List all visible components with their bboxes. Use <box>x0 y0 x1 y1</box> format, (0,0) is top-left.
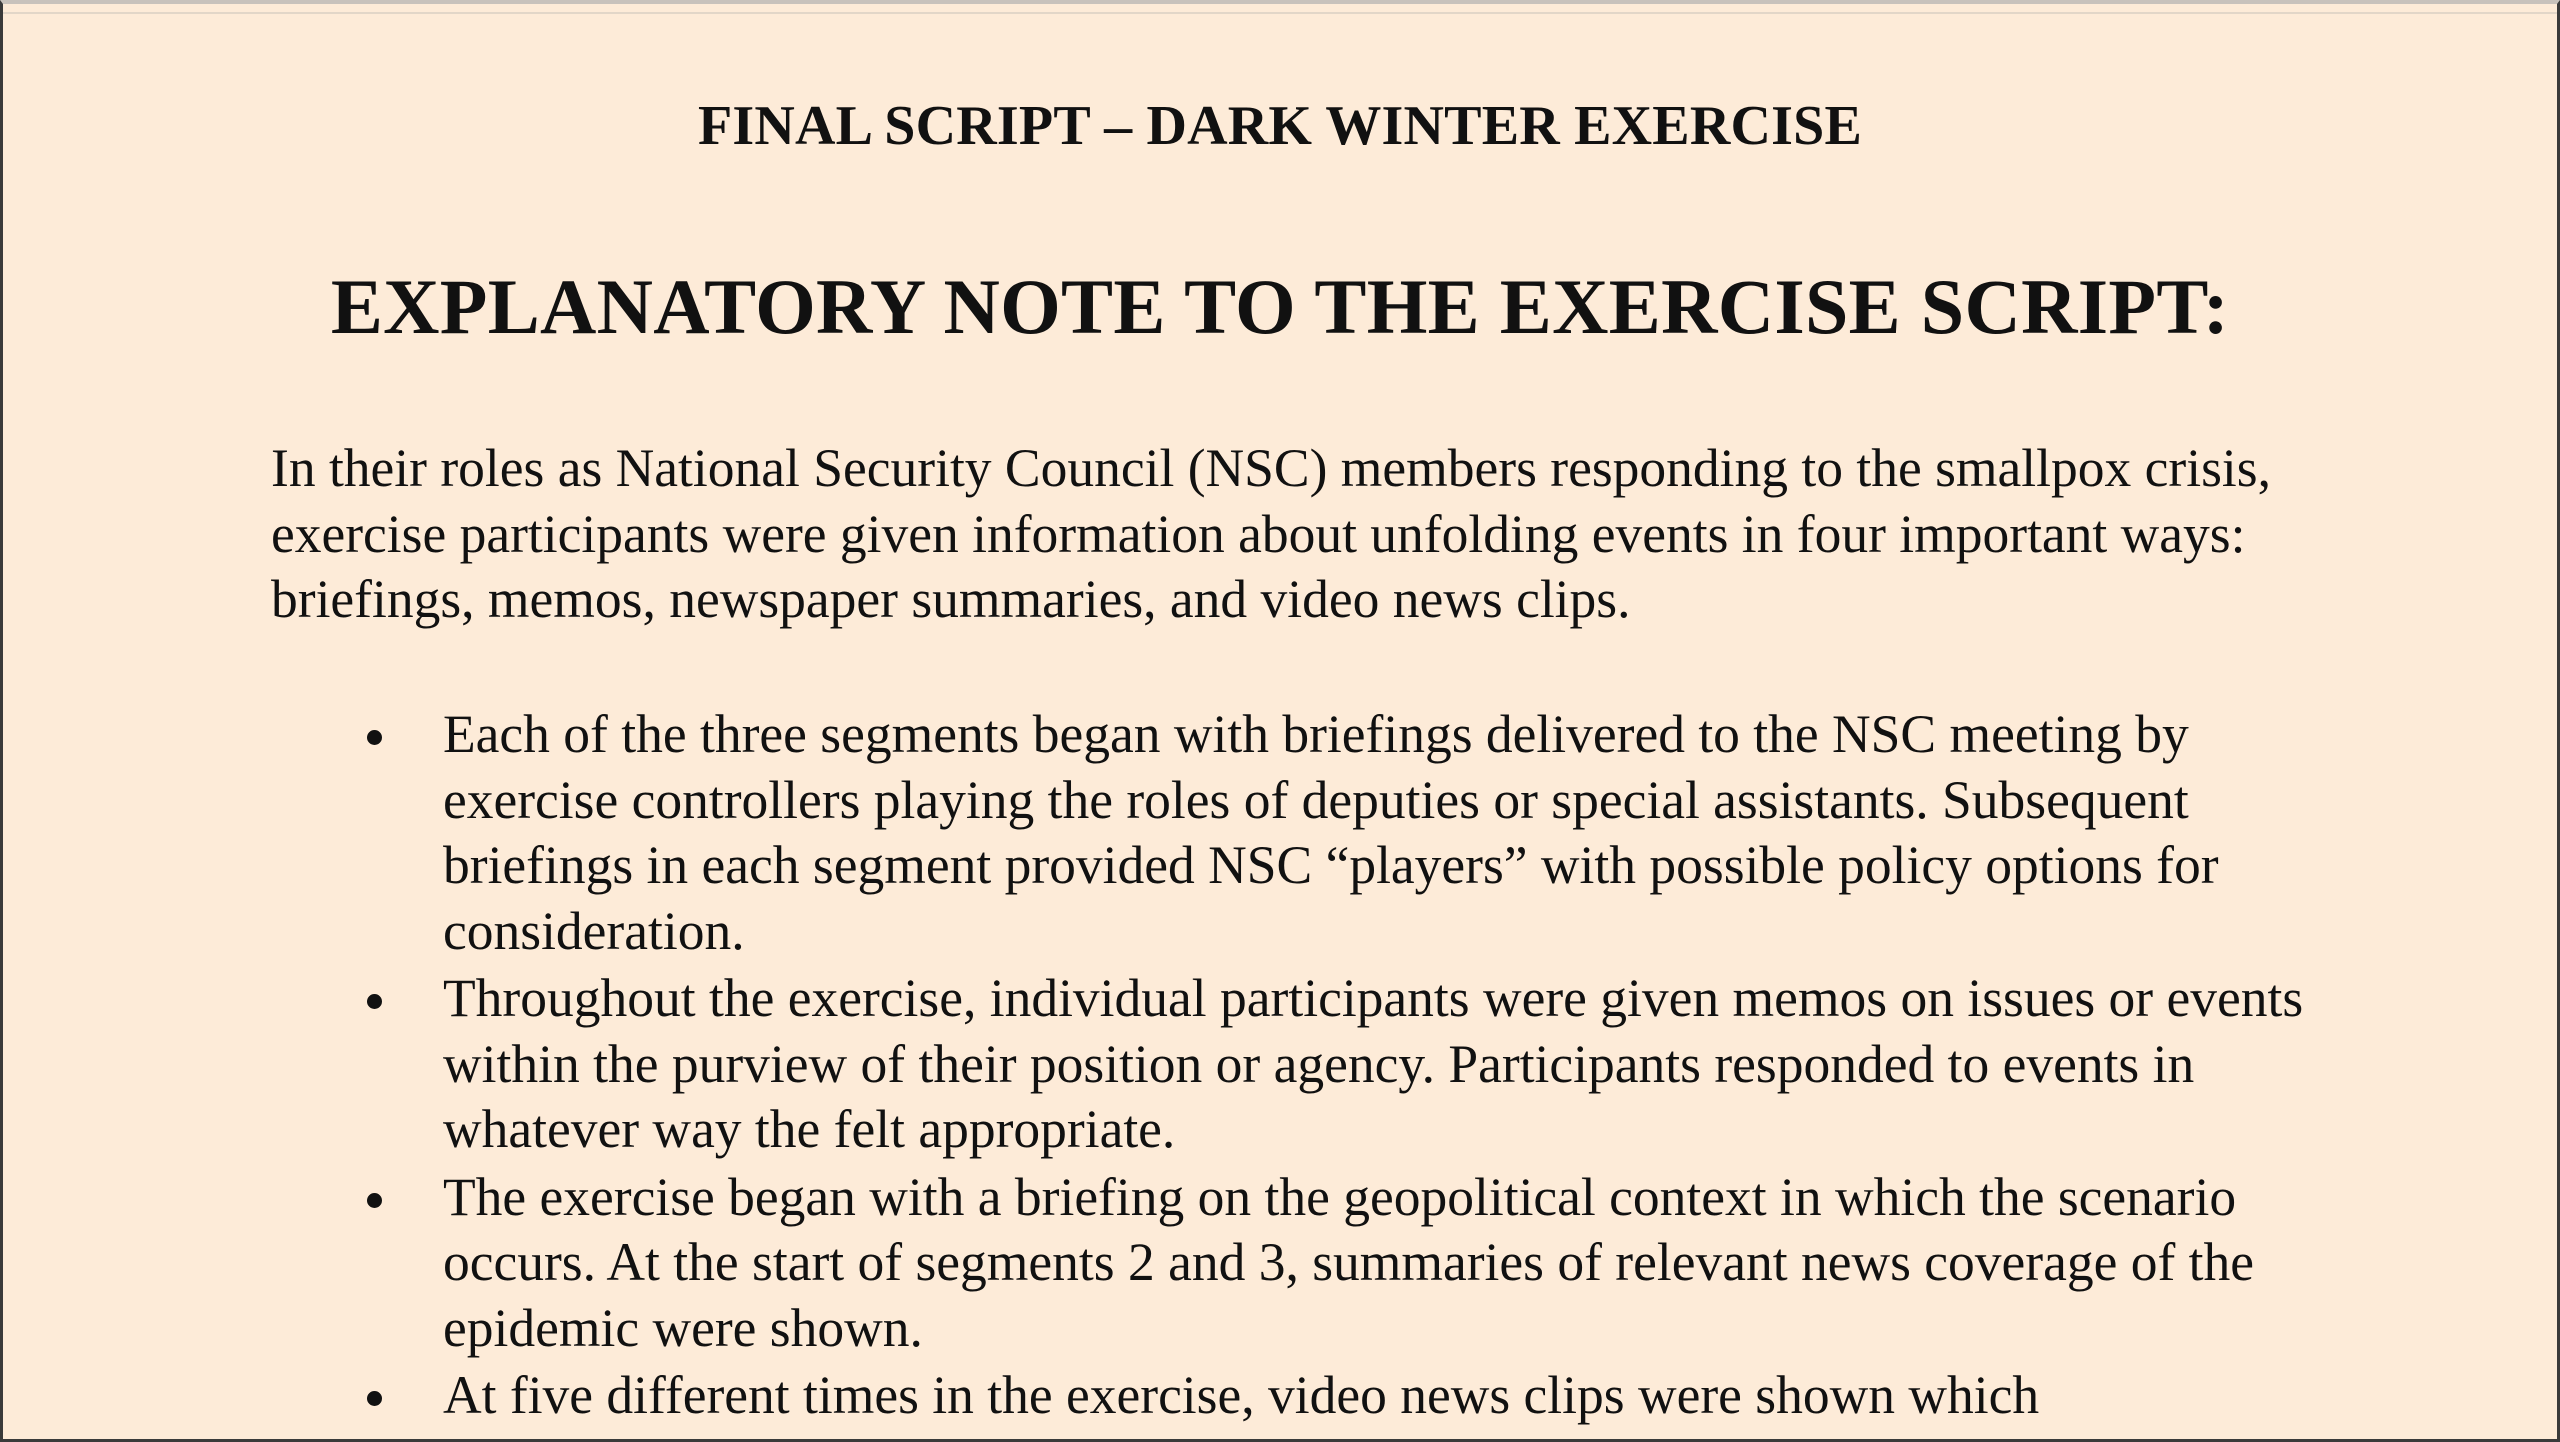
page-top-rule <box>3 12 2557 14</box>
bullet-dot-icon <box>367 730 382 745</box>
bullet-text: Each of the three segments began with briefings delivered to the NSC meeting by exercise controllers playing the roles of deputies or special assistants. Subsequent briefings in each segment provided NSC “players” with possible policy options for consideration. <box>443 704 2219 961</box>
bullet-item-briefings <box>273 702 2333 964</box>
bullet-item-memos <box>273 966 2333 1163</box>
document-header: FINAL SCRIPT – DARK WINTER EXERCISE <box>697 95 1863 157</box>
bullet-dot-icon <box>367 994 382 1009</box>
bullet-dot-icon <box>367 1193 382 1208</box>
bullet-dot-icon <box>367 1391 382 1406</box>
bullet-item-video-clips <box>273 1363 2333 1429</box>
bullet-item-news-summaries <box>273 1165 2333 1362</box>
bullet-text: Throughout the exercise, individual participants were given memos on issues or events within the purview of their position or agency. Participants responded to events in whatever way the felt appropriate. <box>443 968 2304 1159</box>
explanatory-note-title: EXPLANATORY NOTE TO THE EXERCISE SCRIPT: <box>330 263 2230 350</box>
bullet-text: The exercise began with a briefing on the geopolitical context in which the scenario occurs. At the start of segments 2 and 3, summaries of relevant news coverage of the epidemic were shown. <box>443 1166 2255 1358</box>
intro-paragraph: In their roles as National Security Council (NSC) members responding to the smallpox crisis, exercise participants were given information about unfolding events in four important ways: briefings, memos, newspaper summaries, and video news clips. <box>271 438 2271 629</box>
bullet-list <box>273 702 2333 1431</box>
bullet-text: At five different times in the exercise, video news clips were shown which <box>443 1365 2040 1425</box>
